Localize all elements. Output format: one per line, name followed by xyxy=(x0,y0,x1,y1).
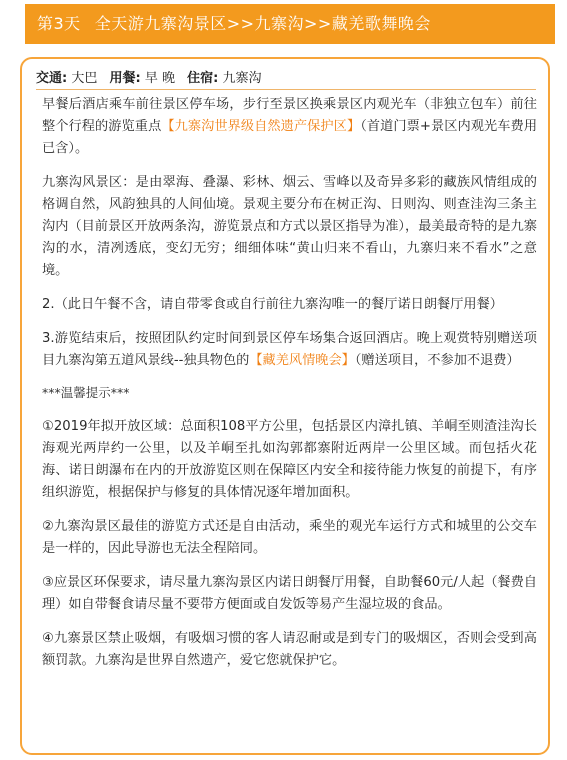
day-title: 全天游九寨沟景区>>九寨沟>>藏羌歌舞晚会 xyxy=(94,14,431,33)
day-header xyxy=(25,4,555,44)
day-label: 第3天 xyxy=(37,14,81,33)
paragraph-evening-text: 3.游览结束后，按照团队约定时间到景区停车场集合返回酒店。晚上观赏特别赠送项目九寨沟第五道风景线--独具物色的 xyxy=(42,331,537,368)
highlight-park: 【九寨沟世界级自然遗产保护区】 xyxy=(161,119,361,134)
meals-value: 早 晚 xyxy=(144,71,175,86)
meta-row xyxy=(36,68,536,90)
paragraph-morning-note: （首道门票+景区内观光车费用已含）。 xyxy=(42,119,538,156)
meals-label: 用餐: xyxy=(109,71,141,86)
itinerary-content xyxy=(42,94,537,672)
itinerary-box xyxy=(20,57,550,755)
paragraph-scenery: 九寨沟风景区：是由翠海、叠瀑、彩林、烟云、雪峰以及奇异多彩的藏族风情组成的格调自然，风韵独具的人间仙境。景观主要分布在树正沟、日则沟、则查洼沟三条主沟内（目前景区开放两条沟，游览景点和方式以景区指导为准），最美最奇特的是九寨沟的水，清冽透底，变幻无穷；细细体味“黄山归来不看山，九寨归来不看水”之意境。 xyxy=(42,175,537,278)
highlight-show: 【藏羌风情晚会】 xyxy=(249,353,355,368)
stay-value: 九寨沟 xyxy=(222,71,262,86)
paragraph-evening xyxy=(42,328,537,372)
paragraph-evening-note: （赠送项目，不参加不退费） xyxy=(354,353,520,368)
tip-3: ③应景区环保要求，请尽量九寨沟景区内诺日朗餐厅用餐，自助餐60元/人起（餐费自理）如自带餐食请尽量不要带方便面或自发饭等易产生湿垃圾的食品。 xyxy=(42,575,537,612)
tip-2: ②九寨沟景区最佳的游览方式还是自由活动，乘坐的观光车运行方式和城里的公交车是一样的，因此导游也无法全程陪同。 xyxy=(42,519,537,556)
paragraph-morning-text: 早餐后酒店乘车前往景区停车场，步行至景区换乘景区内观光车（非独立包车）前往整个行程的游览重点 xyxy=(42,97,537,134)
paragraph-morning xyxy=(42,94,537,160)
paragraph-lunch: 2.（此日午餐不含，请自带零食或自行前往九寨沟唯一的餐厅诺日朗餐厅用餐） xyxy=(42,297,503,312)
tip-4: ④九寨景区禁止吸烟，有吸烟习惯的客人请忍耐或是到专门的吸烟区，否则会受到高额罚款。九寨沟是世界自然遗产，爱它您就保护它。 xyxy=(42,631,537,668)
transport-value: 大巴 xyxy=(71,71,98,86)
transport-label: 交通: xyxy=(36,71,68,86)
stay-label: 住宿: xyxy=(187,71,219,86)
tips-title: ***温馨提示*** xyxy=(42,385,130,400)
tip-1: ①2019年拟开放区域：总面积108平方公里，包括景区内漳扎镇、羊峒至则渣洼沟长海观光两岸约一公里，以及羊峒至扎如沟郭都寨附近两岸一公里区域。而包括火花海、诺日朗瀑布在内的开放游览区则在保障区内安全和接待能力恢复的前提下，有序组织游览，根据保护与修复的具体情况逐年增加面积。 xyxy=(42,419,537,500)
